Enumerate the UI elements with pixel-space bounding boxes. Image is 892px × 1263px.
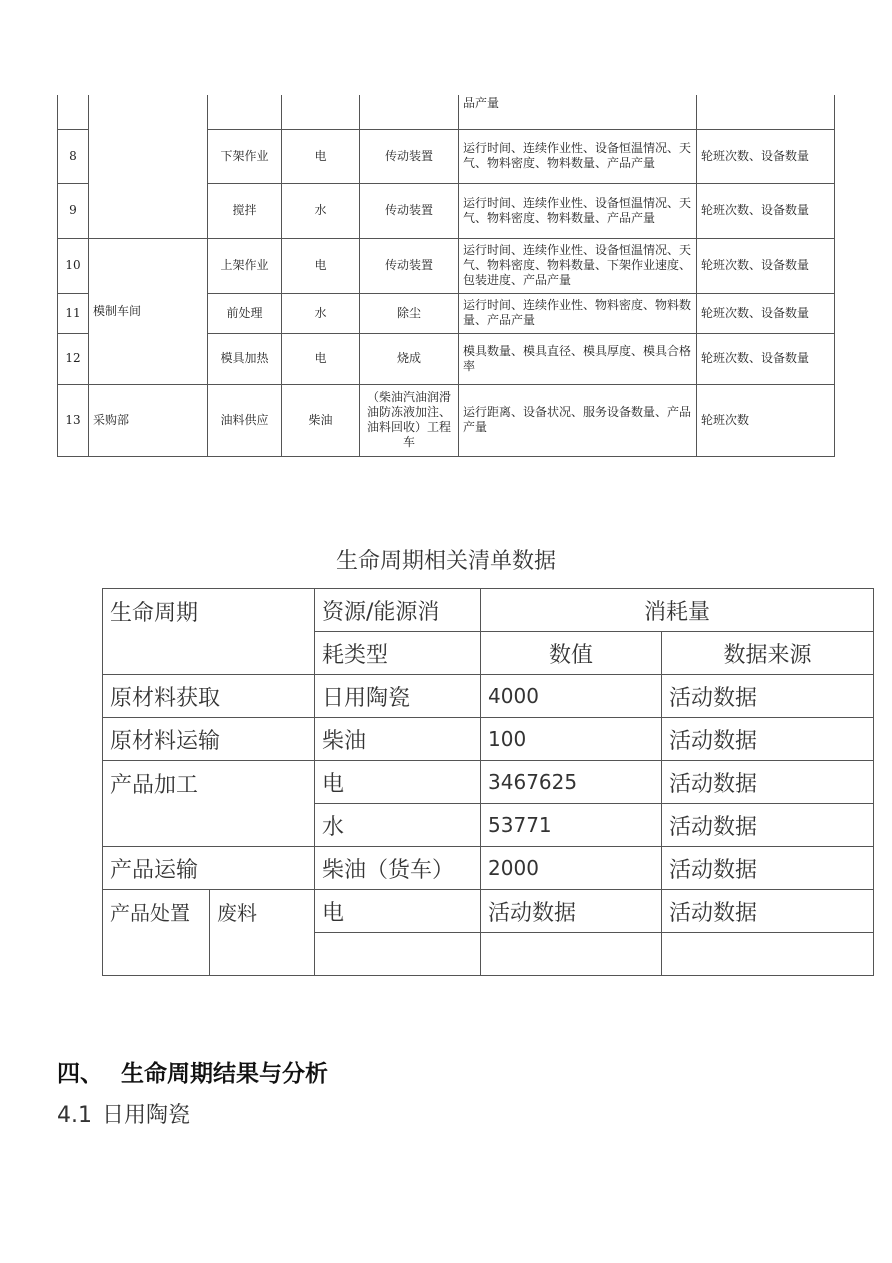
stage-cell: 原材料获取	[103, 675, 315, 718]
process-cell: 下架作业	[208, 129, 282, 183]
section-number: 四、	[57, 1061, 103, 1087]
resource-cell: 柴油	[315, 718, 481, 761]
source-cell: 活动数据	[662, 718, 874, 761]
source-cell: 活动数据	[662, 675, 874, 718]
department-cell: 采购部	[89, 384, 208, 456]
department-cell: 模制车间	[89, 238, 208, 384]
row-number-cell: 9	[58, 183, 89, 238]
value-cell: 3467625	[481, 761, 662, 804]
table-row	[103, 675, 874, 718]
table-row	[58, 384, 835, 456]
lifecycle-inventory-table	[102, 588, 874, 976]
header-source: 数据来源	[662, 632, 874, 675]
row-number-cell: 13	[58, 384, 89, 456]
process-cell: 上架作业	[208, 238, 282, 293]
resource-cell: 日用陶瓷	[315, 675, 481, 718]
equipment-cell	[360, 95, 459, 129]
equipment-cell: 传动装置	[360, 129, 459, 183]
factors-cell: 运行时间、连续作业性、设备恒温情况、天气、物料密度、物料数量、下架作业速度、包装进度、产品产量	[459, 238, 697, 293]
value-cell: 2000	[481, 847, 662, 890]
energy-cell: 水	[282, 183, 360, 238]
energy-cell: 电	[282, 333, 360, 384]
table-row	[103, 847, 874, 890]
equipment-cell: 除尘	[360, 293, 459, 333]
resource-cell: 电	[315, 761, 481, 804]
activity-cell: 轮班次数、设备数量	[697, 333, 835, 384]
energy-cell: 水	[282, 293, 360, 333]
source-cell: 活动数据	[662, 847, 874, 890]
row-number-cell: 11	[58, 293, 89, 333]
resource-cell	[315, 933, 481, 976]
table-row	[103, 890, 874, 933]
factors-cell: 运行时间、连续作业性、物料密度、物料数量、产品产量	[459, 293, 697, 333]
table-row	[58, 95, 835, 129]
subsection-heading	[57, 1100, 190, 1132]
activity-cell: 轮班次数、设备数量	[697, 129, 835, 183]
stage-cell: 产品运输	[103, 847, 315, 890]
energy-cell: 柴油	[282, 384, 360, 456]
factors-cell: 品产量	[459, 95, 697, 129]
substage-cell: 废料	[210, 890, 315, 976]
activity-cell: 轮班次数、设备数量	[697, 238, 835, 293]
table-caption: 生命周期相关清单数据	[335, 549, 556, 574]
row-number-cell: 12	[58, 333, 89, 384]
table-row	[58, 238, 835, 293]
subsection-title: 日用陶瓷	[102, 1103, 191, 1128]
resource-cell: 柴油（货车）	[315, 847, 481, 890]
value-cell: 100	[481, 718, 662, 761]
factors-cell: 运行时间、连续作业性、设备恒温情况、天气、物料密度、物料数量、产品产量	[459, 129, 697, 183]
source-cell: 活动数据	[662, 804, 874, 847]
activity-cell: 轮班次数、设备数量	[697, 183, 835, 238]
table-row	[103, 761, 874, 804]
section-title: 生命周期结果与分析	[121, 1061, 328, 1087]
equipment-cell: 烧成	[360, 333, 459, 384]
factors-cell: 运行时间、连续作业性、设备恒温情况、天气、物料密度、物料数量、产品产量	[459, 183, 697, 238]
resource-cell: 电	[315, 890, 481, 933]
header-lifecycle: 生命周期	[103, 589, 315, 675]
header-resource-line1: 资源/能源消	[315, 589, 481, 632]
value-cell	[481, 933, 662, 976]
value-cell: 活动数据	[481, 890, 662, 933]
process-cell: 搅拌	[208, 183, 282, 238]
energy-cell: 电	[282, 238, 360, 293]
equipment-cell: （柴油汽油润滑油防冻液加注、油料回收）工程车	[360, 384, 459, 456]
section-heading	[57, 1057, 328, 1091]
process-cell	[208, 95, 282, 129]
header-resource-line2: 耗类型	[315, 632, 481, 675]
factors-cell: 运行距离、设备状况、服务设备数量、产品产量	[459, 384, 697, 456]
process-cell: 前处理	[208, 293, 282, 333]
resource-cell: 水	[315, 804, 481, 847]
row-number-cell: 8	[58, 129, 89, 183]
stage-cell: 原材料运输	[103, 718, 315, 761]
equipment-factor-table	[57, 95, 835, 457]
activity-cell: 轮班次数、设备数量	[697, 293, 835, 333]
factors-cell: 模具数量、模具直径、模具厚度、模具合格率	[459, 333, 697, 384]
process-cell: 模具加热	[208, 333, 282, 384]
process-cell: 油料供应	[208, 384, 282, 456]
header-value: 数值	[481, 632, 662, 675]
source-cell: 活动数据	[662, 890, 874, 933]
value-cell: 53771	[481, 804, 662, 847]
subsection-number: 4.1	[57, 1103, 92, 1128]
source-cell	[662, 933, 874, 976]
energy-cell: 电	[282, 129, 360, 183]
equipment-cell: 传动装置	[360, 238, 459, 293]
row-number-cell: 10	[58, 238, 89, 293]
table-header-row	[103, 589, 874, 632]
row-number-cell	[58, 95, 89, 129]
header-consumption: 消耗量	[481, 589, 874, 632]
activity-cell: 轮班次数	[697, 384, 835, 456]
value-cell: 4000	[481, 675, 662, 718]
activity-cell	[697, 95, 835, 129]
equipment-cell: 传动装置	[360, 183, 459, 238]
table-row	[103, 718, 874, 761]
source-cell: 活动数据	[662, 761, 874, 804]
department-cell	[89, 95, 208, 238]
energy-cell	[282, 95, 360, 129]
stage-cell: 产品处置	[103, 890, 210, 976]
stage-cell: 产品加工	[103, 761, 315, 847]
